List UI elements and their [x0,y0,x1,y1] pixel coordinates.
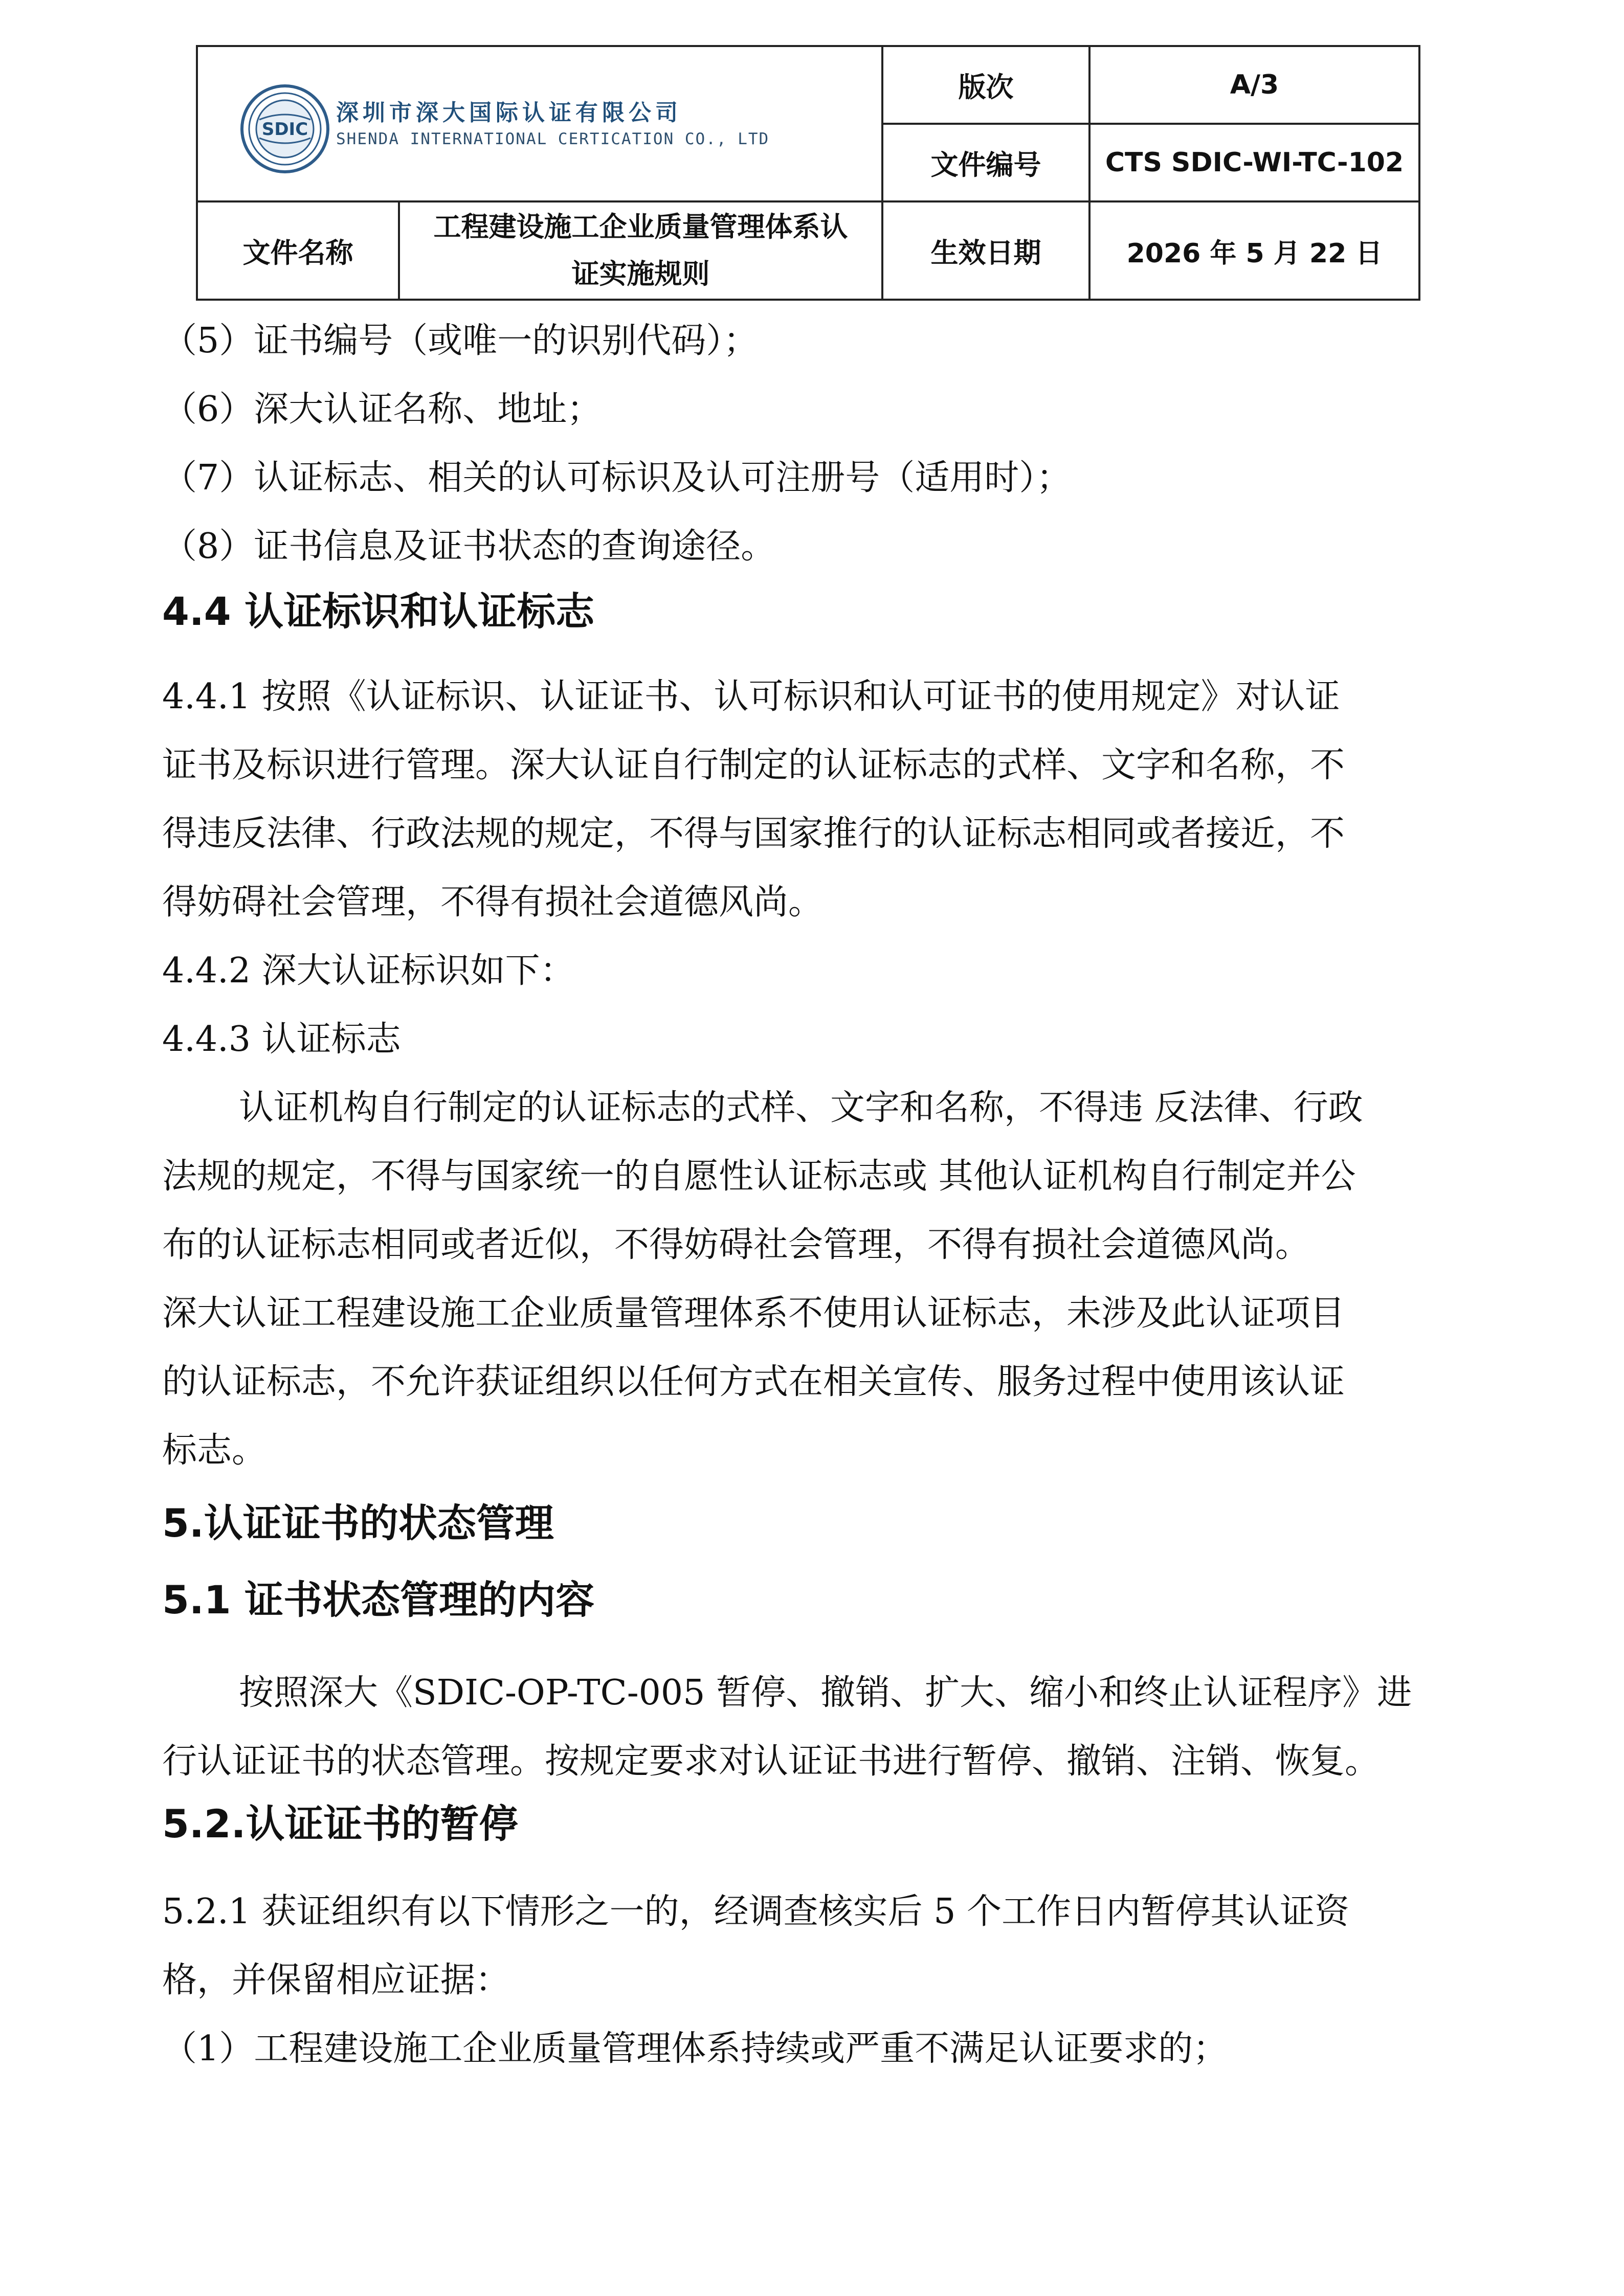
heading-4-4: 4.4 认证标识和认证标志 [162,589,595,634]
paragraph-4-4-3b-line3: 标志。 [162,1430,267,1471]
paragraph-4-4-1-line4: 得妨碍社会管理，不得有损社会道德风尚。 [162,882,824,922]
svg-text:SDIC: SDIC [261,119,308,140]
paragraph-4-4-3: 4.4.3 认证标志 [162,1019,401,1060]
version-label: 版次 [882,46,1089,124]
list-item-7: （7）认证标志、相关的认可标识及认可注册号（适用时）； [162,458,1072,498]
paragraph-4-4-3b-line2: 的认证标志，不允许获证组织以任何方式在相关宣传、服务过程中使用该认证 [162,1362,1345,1402]
doc-number-label: 文件编号 [882,124,1089,201]
paragraph-4-4-3b-line1: 深大认证工程建设施工企业质量管理体系不使用认证标志，未涉及此认证项目 [162,1293,1345,1334]
document-header-table [196,45,1420,301]
company-name-cn: 深圳市深大国际认证有限公司 [336,100,682,126]
company-logo [239,83,904,175]
doc-number-value: CTS SDIC-WI-TC-102 [1089,124,1419,201]
paragraph-5-2-1-line2: 格，并保留相应证据： [162,1960,510,2000]
heading-5-1: 5.1 证书状态管理的内容 [162,1577,595,1623]
paragraph-5-2-1-line1: 5.2.1 获证组织有以下情形之一的，经调查核实后 5 个工作日内暂停其认证资 [162,1892,1350,1932]
doc-name-label: 文件名称 [197,201,399,300]
paragraph-5-1-line1: 按照深大《SDIC-OP-TC-005 暂停、撤销、扩大、缩小和终止认证程序》进 [239,1673,1412,1713]
heading-5-2: 5.2.认证证书的暂停 [162,1801,518,1847]
paragraph-4-4-1-line3: 得违反法律、行政法规的规定，不得与国家推行的认证标志相同或者接近，不 [162,814,1345,854]
paragraph-5-1-line2: 行认证证书的状态管理。按规定要求对认证证书进行暂停、撤销、注销、恢复。 [162,1741,1380,1782]
list-item-5: （5）证书编号（或唯一的识别代码）； [162,321,759,361]
document-body [162,307,1466,2083]
company-logo-cell [197,46,882,201]
company-seal-icon [239,83,331,175]
paragraph-4-4-1-line1: 4.4.1 按照《认证标识、认证证书、认可标识和认可证书的使用规定》对认证 [162,677,1340,717]
heading-5: 5.认证证书的状态管理 [162,1500,554,1546]
paragraph-4-4-3a-line2: 法规的规定，不得与国家统一的自愿性认证标志或 其他认证机构自行制定并公 [162,1156,1356,1197]
list-item-1: （1）工程建设施工企业质量管理体系持续或严重不满足认证要求的； [162,2029,1228,2069]
paragraph-4-4-3a-line1: 认证机构自行制定的认证标志的式样、文字和名称，不得违 反法律、行政 [239,1088,1363,1128]
doc-name-value: 工程建设施工企业质量管理体系认证实施规则 [399,201,882,300]
paragraph-4-4-2: 4.4.2 深大认证标识如下： [162,951,575,991]
effective-date-label: 生效日期 [882,201,1089,300]
version-value: A/3 [1089,46,1419,124]
paragraph-4-4-3a-line3: 布的认证标志相同或者近似，不得妨碍社会管理，不得有损社会道德风尚。 [162,1225,1310,1265]
list-item-8: （8）证书信息及证书状态的查询途径。 [162,526,776,567]
company-name-en: SHENDA INTERNATIONAL CERTICATION CO., LTD [336,130,770,148]
list-item-6: （6）深大认证名称、地址； [162,389,602,430]
effective-date-value: 2026 年 5 月 22 日 [1089,201,1419,300]
paragraph-4-4-1-line2: 证书及标识进行管理。深大认证自行制定的认证标志的式样、文字和名称，不 [162,745,1345,785]
